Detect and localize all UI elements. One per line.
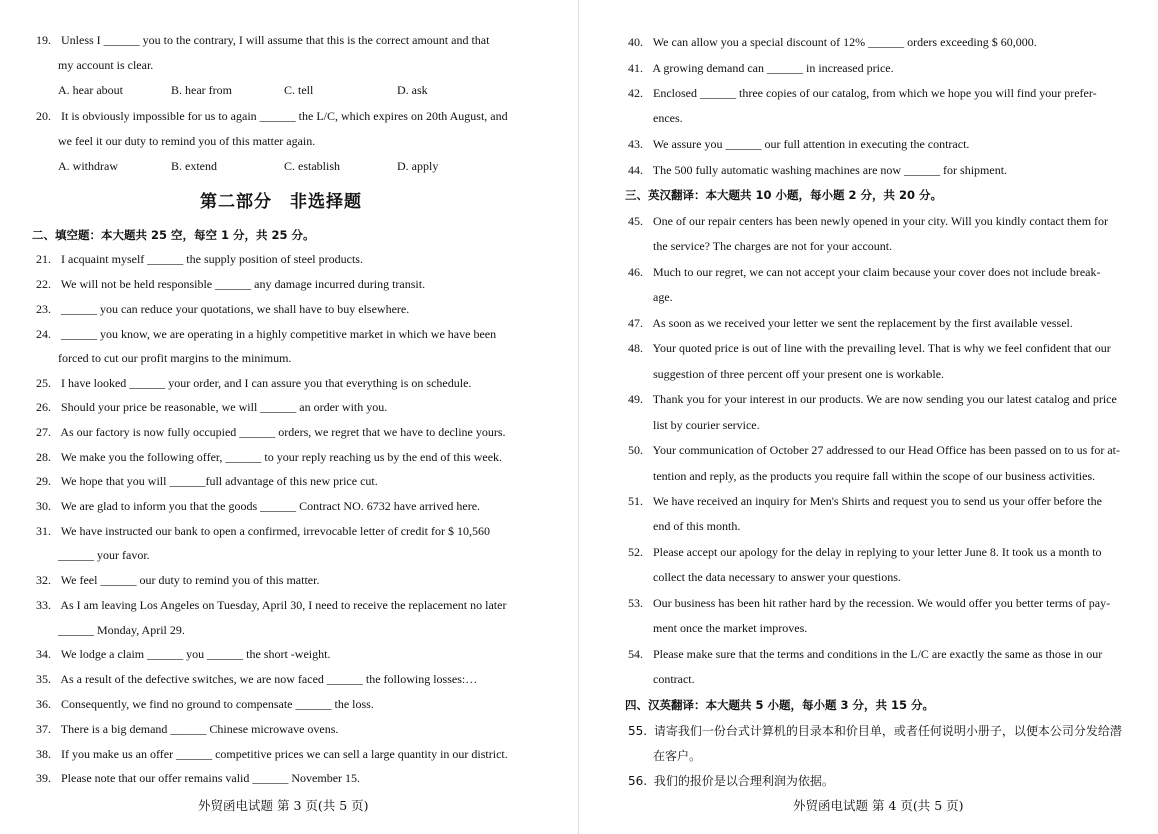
question-42: [628, 85, 1097, 101]
question-31: [36, 523, 490, 539]
question-24-cont: forced to cut our profit margins to the minimum.: [58, 351, 292, 365]
question-32: [36, 572, 319, 588]
question-number: 42.: [628, 86, 643, 100]
question-56: [628, 773, 834, 789]
option-b: B. hear from: [171, 83, 232, 97]
question-55-cont: 在客户。: [653, 749, 702, 763]
question-19-cont: my account is clear.: [58, 58, 154, 72]
option-d: D. ask: [397, 83, 428, 97]
question-text: 请寄我们一份台式计算机的目录本和价目单，或者任何说明小册子，以便本公司分发给潜: [653, 724, 1122, 738]
question-27: [36, 424, 506, 440]
question-39: [36, 770, 360, 786]
question-number: 52.: [628, 545, 643, 559]
question-number: 22.: [36, 277, 51, 291]
question-36: [36, 696, 374, 712]
question-text: We will not be held responsible ______ any damage incurred during transit.: [60, 277, 426, 291]
question-number: 50.: [628, 443, 643, 457]
question-49-cont: list by courier service.: [653, 418, 760, 432]
question-number: 20.: [36, 109, 51, 123]
question-54: [628, 646, 1102, 662]
question-text: Please note that our offer remains valid ______ November 15.: [61, 771, 361, 785]
question-number: 53.: [628, 596, 643, 610]
question-number: 38.: [36, 747, 51, 761]
question-text: We are glad to inform you that the goods ______ Contract NO. 6732 have arrived here.: [60, 499, 481, 513]
question-22: [36, 276, 425, 292]
question-21: [36, 251, 363, 267]
question-43: [628, 136, 969, 152]
option-b: B. extend: [171, 159, 217, 173]
question-46-cont: age.: [653, 290, 673, 304]
question-text: Unless I ______ you to the contrary, I will assume that this is the correct amount and that: [61, 33, 490, 47]
question-50: [628, 442, 1120, 458]
question-number: 51.: [628, 494, 643, 508]
question-number: 24.: [36, 327, 51, 341]
question-47: [628, 315, 1073, 331]
question-53: [628, 595, 1110, 611]
question-text: As a result of the defective switches, we are now faced ______ the following losses:…: [60, 672, 478, 686]
question-number: 25.: [36, 376, 51, 390]
question-30: [36, 498, 480, 514]
question-52: [628, 544, 1102, 560]
question-text: Enclosed ______ three copies of our catalog, from which we hope you will find your prefer-: [653, 86, 1097, 100]
question-number: 35.: [36, 672, 51, 686]
question-number: 40.: [628, 35, 643, 49]
question-33: [36, 597, 506, 613]
question-number: 43.: [628, 137, 643, 151]
question-number: 54.: [628, 647, 643, 661]
question-26: [36, 399, 387, 415]
question-41: [628, 60, 894, 76]
question-37: [36, 721, 338, 737]
part-title: 第二部分 非选择题: [200, 192, 362, 212]
question-29: [36, 473, 378, 489]
question-20-options: [58, 158, 510, 174]
question-text: It is obviously impossible for us to again ______ the L/C, which expires on 20th August, and: [61, 109, 508, 123]
question-text: ______ you know, we are operating in a highly competitive market in which we have been: [61, 327, 497, 341]
question-24: [36, 326, 496, 342]
question-25: [36, 375, 471, 391]
section-heading-cn-en: 四、汉英翻译：本大题共 5 小题，每小题 3 分，共 15 分。: [625, 698, 935, 712]
question-number: 32.: [36, 573, 51, 587]
question-text: As our factory is now fully occupied ______ orders, we regret that we have to decline yours.: [60, 425, 506, 439]
question-number: 23.: [36, 302, 51, 316]
question-54-cont: contract.: [653, 672, 695, 686]
question-text: 我们的报价是以合理利润为依据。: [653, 774, 834, 788]
question-text: We can allow you a special discount of 12% ______ orders exceeding $ 60,000.: [652, 35, 1037, 49]
question-number: 19.: [36, 33, 51, 47]
section-heading-en-cn: 三、英汉翻译：本大题共 10 小题，每小题 2 分，共 20 分。: [625, 188, 943, 202]
question-number: 41.: [628, 61, 643, 75]
question-number: 36.: [36, 697, 51, 711]
question-51: [628, 493, 1102, 509]
question-number: 34.: [36, 647, 51, 661]
question-text: We make you the following offer, ______ to your reply reaching us by the end of this week.: [60, 450, 503, 464]
question-text: ______ you can reduce your quotations, we shall have to buy elsewhere.: [61, 302, 410, 316]
question-text: We hope that you will ______full advantage of this new price cut.: [60, 474, 378, 488]
question-text: There is a big demand ______ Chinese microwave ovens.: [60, 722, 339, 736]
question-text: We assure you ______ our full attention in executing the contract.: [652, 137, 970, 151]
question-text: The 500 fully automatic washing machines are now ______ for shipment.: [652, 163, 1008, 177]
question-text: As I am leaving Los Angeles on Tuesday, April 30, I need to receive the replacement no later: [60, 598, 507, 612]
option-a: A. hear about: [58, 83, 123, 97]
question-number: 27.: [36, 425, 51, 439]
question-19-options: [58, 82, 510, 98]
question-number: 49.: [628, 392, 643, 406]
question-number: 28.: [36, 450, 51, 464]
question-text: Much to our regret, we can not accept your claim because your cover does not include break-: [653, 265, 1101, 279]
question-52-cont: collect the data necessary to answer your questions.: [653, 570, 901, 584]
question-text: Consequently, we find no ground to compensate ______ the loss.: [61, 697, 374, 711]
question-20: [36, 108, 508, 124]
question-49: [628, 391, 1117, 407]
question-46: [628, 264, 1101, 280]
question-text: We have received an inquiry for Men's Shirts and request you to send us your offer before the: [652, 494, 1102, 508]
option-a: A. withdraw: [58, 159, 118, 173]
question-44: [628, 162, 1007, 178]
question-text: Our business has been hit rather hard by the recession. We would offer you better terms of pay-: [653, 596, 1111, 610]
question-53-cont: ment once the market improves.: [653, 621, 808, 635]
question-number: 37.: [36, 722, 51, 736]
question-20-cont: we feel it our duty to remind you of this matter again.: [58, 134, 316, 148]
question-text: We lodge a claim ______ you ______ the short -weight.: [60, 647, 331, 661]
question-55: [628, 723, 1122, 739]
question-38: [36, 746, 508, 762]
question-35: [36, 671, 477, 687]
question-45-cont: the service? The charges are not for your account.: [653, 239, 893, 253]
question-text: A growing demand can ______ in increased price.: [652, 61, 894, 75]
section-heading-fill-blanks: 二、填空题：本大题共 25 空，每空 1 分，共 25 分。: [32, 228, 315, 242]
question-number: 26.: [36, 400, 51, 414]
question-51-cont: end of this month.: [653, 519, 741, 533]
question-48-cont: suggestion of three percent off your present one is workable.: [653, 367, 945, 381]
question-28: [36, 449, 502, 465]
right-page: [579, 0, 1158, 834]
question-23: [36, 301, 409, 317]
question-42-cont: ences.: [653, 111, 683, 125]
option-c: C. tell: [284, 83, 314, 97]
question-50-cont: tention and reply, as the products you require fall within the scope of our business activities.: [653, 469, 1096, 483]
question-number: 48.: [628, 341, 643, 355]
page-footer-right: 外贸函电试题 第 4 页(共 5 页): [793, 798, 964, 813]
question-text: One of our repair centers has been newly opened in your city. Will you kindly contact them for: [653, 214, 1109, 228]
question-number: 45.: [628, 214, 643, 228]
question-text: Your quoted price is out of line with the prevailing level. That is why we feel confident that our: [652, 341, 1111, 355]
question-number: 29.: [36, 474, 51, 488]
question-number: 47.: [628, 316, 643, 330]
question-48: [628, 340, 1111, 356]
question-number: 55.: [628, 724, 648, 738]
question-40: [628, 34, 1037, 50]
option-d: D. apply: [397, 159, 439, 173]
question-33-cont: ______ Monday, April 29.: [58, 623, 185, 637]
question-19: [36, 32, 489, 48]
question-text: I have looked ______ your order, and I can assure you that everything is on schedule.: [61, 376, 472, 390]
question-number: 30.: [36, 499, 51, 513]
question-number: 21.: [36, 252, 51, 266]
question-31-cont: ______ your favor.: [58, 548, 150, 562]
question-text: Your communication of October 27 addressed to our Head Office has been passed on to us for at-: [652, 443, 1120, 457]
question-text: If you make us an offer ______ competitive prices we can sell a large quantity in our district.: [61, 747, 508, 761]
question-text: Please accept our apology for the delay in replying to your letter June 8. It took us a month to: [653, 545, 1102, 559]
question-text: I acquaint myself ______ the supply position of steel products.: [61, 252, 363, 266]
question-number: 33.: [36, 598, 51, 612]
question-text: Please make sure that the terms and conditions in the L/C are exactly the same as those in our: [653, 647, 1103, 661]
question-text: Should your price be reasonable, we will ______ an order with you.: [61, 400, 388, 414]
option-c: C. establish: [284, 159, 340, 173]
question-45: [628, 213, 1108, 229]
question-number: 31.: [36, 524, 51, 538]
question-text: We have instructed our bank to open a confirmed, irrevocable letter of credit for $ 10,560: [60, 524, 491, 538]
question-34: [36, 646, 330, 662]
question-text: Thank you for your interest in our products. We are now sending you our latest catalog and price: [652, 392, 1117, 406]
question-number: 39.: [36, 771, 51, 785]
question-text: As soon as we received your letter we sent the replacement by the first available vessel.: [652, 316, 1073, 330]
question-number: 44.: [628, 163, 643, 177]
question-text: We feel ______ our duty to remind you of this matter.: [60, 573, 320, 587]
page-footer-left: 外贸函电试题 第 3 页(共 5 页): [198, 798, 369, 813]
question-number: 56.: [628, 774, 648, 788]
question-number: 46.: [628, 265, 643, 279]
